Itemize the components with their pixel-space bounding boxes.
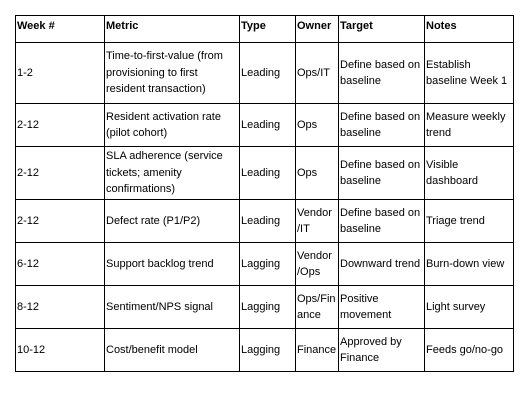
cell-owner: Finance [296, 329, 339, 372]
cell-notes: Establish baseline Week 1 [425, 43, 514, 104]
cell-owner: Vendor /IT [296, 200, 339, 243]
table-row [16, 147, 514, 200]
cell-metric: Support backlog trend [105, 243, 240, 286]
header-week: Week # [16, 16, 105, 43]
header-owner: Owner [296, 16, 339, 43]
header-metric: Metric [105, 16, 240, 43]
header-target: Target [339, 16, 425, 43]
cell-type: Leading [240, 104, 296, 147]
cell-owner: Ops [296, 147, 339, 200]
cell-type: Leading [240, 200, 296, 243]
cell-target: Positive movement [339, 286, 425, 329]
cell-week: 1-2 [16, 43, 105, 104]
cell-target: Define based on baseline [339, 200, 425, 243]
cell-metric: Resident activation rate (pilot cohort) [105, 104, 240, 147]
metrics-table [15, 15, 514, 372]
cell-week: 2-12 [16, 200, 105, 243]
cell-week: 6-12 [16, 243, 105, 286]
cell-metric: Sentiment/NPS signal [105, 286, 240, 329]
cell-week: 8-12 [16, 286, 105, 329]
cell-type: Lagging [240, 243, 296, 286]
cell-target: Define based on baseline [339, 147, 425, 200]
cell-metric: Defect rate (P1/P2) [105, 200, 240, 243]
table-row [16, 286, 514, 329]
cell-week: 10-12 [16, 329, 105, 372]
cell-target: Define based on baseline [339, 104, 425, 147]
table-row [16, 200, 514, 243]
table-header-row [16, 16, 514, 43]
cell-metric: SLA adherence (service tickets; amenity confirmations) [105, 147, 240, 200]
cell-target: Define based on baseline [339, 43, 425, 104]
cell-metric: Time-to-first-value (from provisioning to first resident transaction) [105, 43, 240, 104]
cell-week: 2-12 [16, 104, 105, 147]
header-type: Type [240, 16, 296, 43]
cell-target: Approved by Finance [339, 329, 425, 372]
table-row [16, 329, 514, 372]
cell-notes: Measure weekly trend [425, 104, 514, 147]
table-row [16, 243, 514, 286]
cell-notes: Visible dashboard [425, 147, 514, 200]
header-notes: Notes [425, 16, 514, 43]
cell-type: Lagging [240, 329, 296, 372]
cell-type: Leading [240, 43, 296, 104]
table-row [16, 104, 514, 147]
cell-target: Downward trend [339, 243, 425, 286]
cell-owner: Ops/Fin ance [296, 286, 339, 329]
cell-notes: Triage trend [425, 200, 514, 243]
cell-notes: Burn-down view [425, 243, 514, 286]
cell-owner: Ops [296, 104, 339, 147]
cell-owner: Vendor /Ops [296, 243, 339, 286]
cell-metric: Cost/benefit model [105, 329, 240, 372]
cell-week: 2-12 [16, 147, 105, 200]
cell-notes: Feeds go/no-go [425, 329, 514, 372]
table-row [16, 43, 514, 104]
cell-notes: Light survey [425, 286, 514, 329]
cell-type: Leading [240, 147, 296, 200]
cell-type: Lagging [240, 286, 296, 329]
cell-owner: Ops/IT [296, 43, 339, 104]
